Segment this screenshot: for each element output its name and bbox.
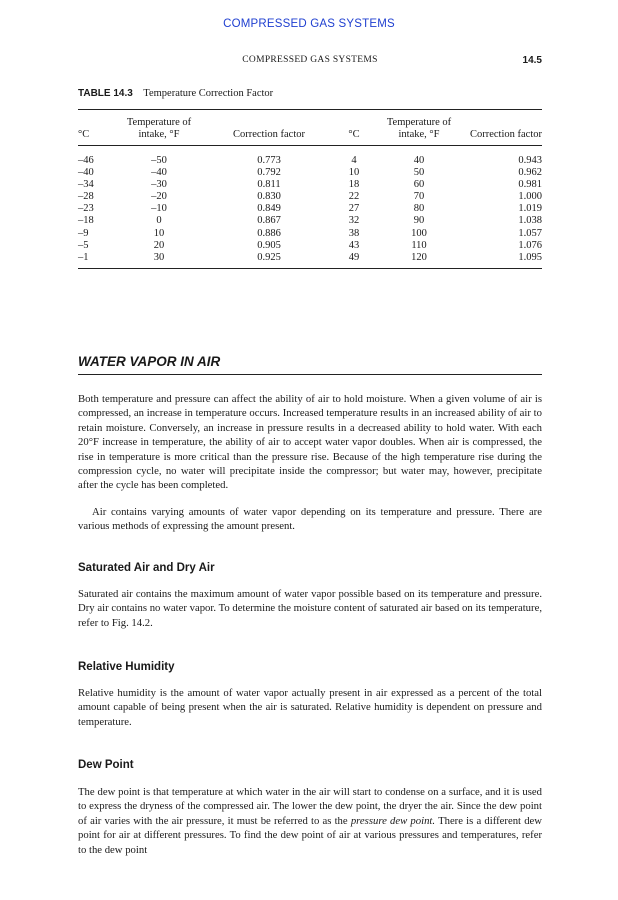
table-cell: –34 <box>78 179 94 191</box>
table-cell: –1 <box>78 252 114 269</box>
header-c3-line1 <box>204 110 334 130</box>
body-paragraph <box>78 785 542 857</box>
table-cell: 70 <box>413 191 425 203</box>
table-cell: 0.773 <box>257 155 281 166</box>
page-number: 14.5 <box>522 55 542 66</box>
table-cell: –46 <box>78 155 94 166</box>
header-c2-line1: Temperature of <box>114 110 204 130</box>
header-c5-line2: intake, °F <box>374 129 464 146</box>
table-cell: –30 <box>151 179 167 191</box>
table-cell: –40 <box>151 167 167 179</box>
table-cell: 60 <box>413 179 425 191</box>
table-cell: 80 <box>413 203 425 215</box>
table-cell: 0.811 <box>257 179 281 191</box>
header-c4-line2: °C <box>334 129 374 146</box>
table-cell: –5 <box>78 239 89 251</box>
table-row <box>78 167 542 179</box>
table-cell: 22 <box>348 191 360 203</box>
table-cell: 0.830 <box>257 191 281 203</box>
header-c6-line2: Correction factor <box>464 129 542 146</box>
table-cell: 43 <box>348 239 360 251</box>
table-cell: 0.792 <box>257 167 281 179</box>
table-cell: –28 <box>78 191 94 203</box>
table-row <box>78 240 542 252</box>
table-cell: 20 <box>153 239 165 251</box>
table-row <box>78 228 542 240</box>
subsection-title-relative-humidity: Relative Humidity <box>78 661 175 673</box>
table-cell: 0 <box>156 215 162 227</box>
pressure-dew-point-term: pressure dew point. <box>350 814 436 827</box>
table-cell: 0.981 <box>518 179 542 191</box>
table-cell: 1.000 <box>518 191 542 203</box>
table-row <box>78 179 542 191</box>
header-c4-line1 <box>334 110 374 130</box>
page-section-name: COMPRESSED GAS SYSTEMS <box>242 55 378 65</box>
table-cell: 38 <box>348 227 360 239</box>
table-cell: 10 <box>153 227 165 239</box>
table-title: Temperature Correction Factor <box>143 88 274 99</box>
body-paragraph: Relative humidity is the amount of water vapor actually present in air expressed as a percent of the total amount capable of being present when the air is saturated. Relative humidity is dependent on pressure and temperature. <box>78 687 542 728</box>
header-c5-line1: Temperature of <box>374 110 464 130</box>
table-cell: –10 <box>151 203 167 215</box>
table-cell: 10 <box>348 167 360 179</box>
table-cell: 0.886 <box>257 227 281 239</box>
correction-factor-table <box>78 109 542 269</box>
table-cell: –9 <box>78 227 89 239</box>
body-paragraph: Air contains varying amounts of water vapor depending on its temperature and pressure. There are various methods of expressing the amount present. <box>78 506 542 533</box>
body-paragraph: Saturated air contains the maximum amount of water vapor possible based on its temperature and pressure. Dry air contains no water vapor. To determine the moisture content of saturated air based on its temperature, refer to Fig. 14.2. <box>78 588 542 629</box>
table-row <box>78 146 542 168</box>
table-cell: 18 <box>348 179 360 191</box>
header-c1-line1 <box>78 110 114 130</box>
header-c3-line2: Correction factor <box>204 129 334 146</box>
section-title: WATER VAPOR IN AIR <box>78 354 542 375</box>
table-cell: 120 <box>374 252 464 269</box>
table-row <box>78 252 542 269</box>
table-caption <box>78 88 273 99</box>
table-cell: 0.867 <box>257 215 281 227</box>
page-header <box>78 55 542 69</box>
table-cell: 0.962 <box>518 167 542 179</box>
header-c6-line1 <box>464 110 542 130</box>
dew-text-b: There is a different dew point for air at different pressures. To find the dew point of air at various pressures and temperatures, refer to the dew point <box>78 814 543 856</box>
table-cell: 30 <box>114 252 204 269</box>
table-cell: 40 <box>413 155 425 166</box>
table-cell: 27 <box>348 203 360 215</box>
table-cell: 1.019 <box>518 203 542 215</box>
table-cell: 1.038 <box>518 215 542 227</box>
table-cell: 32 <box>348 215 360 227</box>
table-cell: 90 <box>413 215 425 227</box>
table-cell: 1.057 <box>518 227 542 239</box>
table-cell: –50 <box>151 155 167 166</box>
table-label: TABLE 14.3 <box>78 88 133 99</box>
table-cell: 0.905 <box>257 239 281 251</box>
header-c2-line2: intake, °F <box>114 129 204 146</box>
table-cell: 49 <box>334 252 374 269</box>
table-cell: –18 <box>78 215 94 227</box>
table-cell: 1.076 <box>518 239 542 251</box>
subsection-title-dew-point: Dew Point <box>78 759 134 771</box>
table-cell: 0.925 <box>204 252 334 269</box>
table-row <box>78 203 542 215</box>
table-cell: 4 <box>351 155 357 166</box>
running-head: COMPRESSED GAS SYSTEMS <box>223 18 395 30</box>
table-cell: 110 <box>411 239 427 251</box>
table-cell: –40 <box>78 167 94 179</box>
dew-text-a: The dew point is that temperature at which water in the air will start to condense on a surface, and it is used to express the dryness of the compressed air. The lower the dew point, the dryer the air. Since the dew point of air varies with the air pressure, it must be referred to as the <box>78 786 542 827</box>
table-cell: 1.095 <box>464 252 542 269</box>
subsection-title-saturated-air: Saturated Air and Dry Air <box>78 562 215 574</box>
body-paragraph: Both temperature and pressure can affect the ability of air to hold moisture. When a given volume of air is compressed, an increase in temperature occurs. Increased temperature results in an increased ability of air to retain moisture. Conversely, an increase in pressure results in a decreased ability to hold water. With each 20°F increase in temperature, the ability of air to accept water vapor doubles. When air is compressed, the rise in temperature is more critical than the pressure rise. Because of the high temperature rise during the compression cycle, no water will precipitate inside the compressor; but water may, however, precipitate after the cycle has been completed. <box>78 393 542 492</box>
table-row <box>78 215 542 227</box>
table-cell: –20 <box>151 191 167 203</box>
table-cell: 100 <box>411 227 427 239</box>
table-cell: 50 <box>413 167 425 179</box>
table-cell: –23 <box>78 203 94 215</box>
table-cell: 0.849 <box>257 203 281 215</box>
table-cell: 0.943 <box>518 155 542 166</box>
header-c1-line2: °C <box>78 129 114 146</box>
table-row <box>78 191 542 203</box>
